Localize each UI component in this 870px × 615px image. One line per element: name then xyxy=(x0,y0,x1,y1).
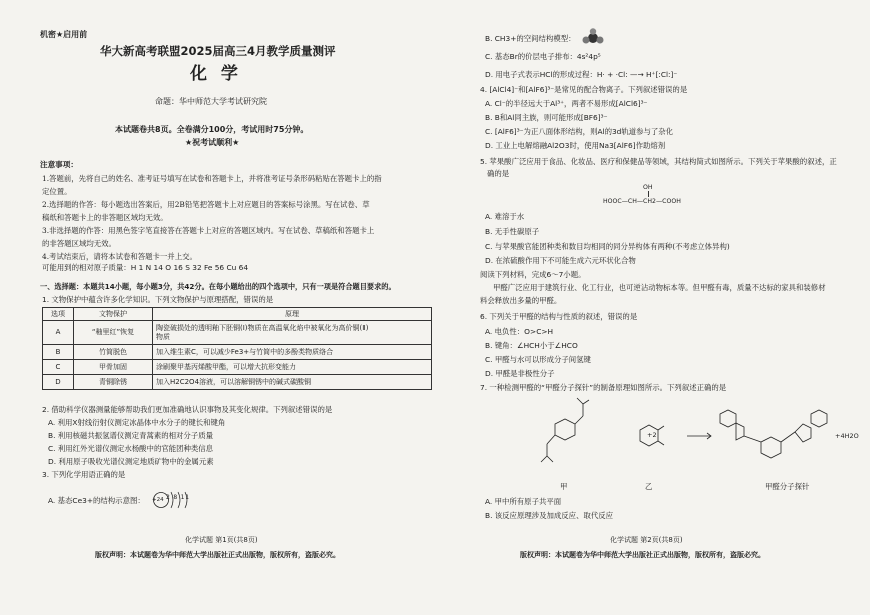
page-2 xyxy=(435,0,870,615)
table-row xyxy=(43,360,432,375)
option: A. 基态Ce3+的结构示意图： xyxy=(48,496,145,505)
option: C. 基态Br的价层电子排布：4s²4p⁵ xyxy=(485,52,601,61)
notice-line: 的非答题区域均无效。 xyxy=(42,239,116,248)
passage-intro: 阅读下列材料，完成6～7小题。 xyxy=(480,270,586,279)
option: B. 该反应原理涉及加成反应、取代反应 xyxy=(485,511,614,520)
option: B. CH3+的空间结构模型： xyxy=(485,34,576,43)
option-cell: A xyxy=(43,321,74,345)
question-1: 1. 文物保护中蕴含许多化学知识。下列文物保护与原理搭配，错误的是 xyxy=(42,295,274,304)
principle-cell: 涂刷聚甲基丙烯酸甲酯，可以增大抗形变能力 xyxy=(153,360,432,375)
wish: ★祝考试顺利★ xyxy=(185,138,240,147)
option: C. 甲醛与水可以形成分子间氢键 xyxy=(485,355,591,364)
electron-shells: 2 8 11 xyxy=(166,494,190,501)
setter: 命题：华中师范大学考试研究院 xyxy=(155,97,267,106)
option-cell: B xyxy=(43,345,74,360)
option: D. 工业上电解熔融Al2O3时，使用Na3[AlF6]作助熔剂 xyxy=(485,141,666,150)
atomic-mass: 可能用到的相对原子质量：H 1 N 14 O 16 S 32 Fe 56 Cu 64 xyxy=(42,263,249,272)
malic-oh: OH xyxy=(643,184,653,191)
question-7: 7. 一种检测甲醛的“甲醛分子探针”的制备原理如图所示。下列叙述正确的是 xyxy=(480,383,727,392)
option: C. 与苹果酸官能团种类和数目均相同的同分异构体有两种(不考虑立体异构) xyxy=(485,242,730,251)
question-4: 4. [AlCl4]⁻和[AlF6]³⁻是常见的配合物离子。下列叙述错误的是 xyxy=(480,85,688,94)
option: A. 甲中所有原子共平面 xyxy=(485,497,562,506)
table-header-row xyxy=(43,308,432,321)
table-header: 文物保护 xyxy=(74,308,153,321)
option-cell: C xyxy=(43,360,74,375)
notice-line: 稿纸和答题卡上的非答题区域均无效。 xyxy=(42,213,168,222)
exam-info: 本试题卷共8页。全卷满分100分，考试用时75分钟。 xyxy=(115,125,309,134)
option: D. 甲醛是非极性分子 xyxy=(485,369,555,378)
protection-cell: 竹简脱色 xyxy=(74,345,153,360)
footer-copyright: 版权声明：本试题卷为华中师范大学出版社正式出版物，版权所有，盗版必究。 xyxy=(520,551,765,559)
subject-title: 化 学 xyxy=(190,64,242,84)
notice-title: 注意事项： xyxy=(40,160,78,169)
option: C. [AlF6]³⁻为正八面体形结构，则Al的3d轨道参与了杂化 xyxy=(485,127,674,136)
option-cell: D xyxy=(43,375,74,390)
protection-cell: “釉里红”恢复 xyxy=(74,321,153,345)
nucleus-charge: +24 xyxy=(152,497,164,503)
passage-line: 料会释放出多量的甲醛。 xyxy=(480,296,562,305)
principle-text: 陶瓷破损处的透明釉下胚铜(Ⅰ)物质在高温氧化焰中被氧化为高价铜(Ⅱ) xyxy=(156,323,369,332)
notice-line: 定位置。 xyxy=(42,187,72,196)
question-6: 6. 下列关于甲醛的结构与性质的叙述，错误的是 xyxy=(480,312,638,321)
protection-cell: 甲骨加固 xyxy=(74,360,153,375)
notice-line: 3.非选择题的作答：用黑色签字笔直接答在答题卡上对应的答题区域内。写在试卷、草稿纸和答题卡上 xyxy=(42,226,375,235)
question-5-cont: 确的是 xyxy=(487,169,510,178)
scheme-plus: +2 xyxy=(647,431,657,439)
question-3: 3. 下列化学用语正确的是 xyxy=(42,470,126,479)
table-row xyxy=(43,345,432,360)
option: B. B和Al同主族，则可能形成[BF6]³⁻ xyxy=(485,113,608,122)
scheme-label-yi: 乙 xyxy=(645,482,653,491)
scheme-product: +4H2O xyxy=(835,432,859,440)
protection-cell: 青铜除锈 xyxy=(74,375,153,390)
table-row xyxy=(43,375,432,390)
malic-formula: HOOC—CH—CH2—COOH xyxy=(603,198,681,205)
table-header: 原理 xyxy=(153,308,432,321)
option: A. 电负性：O>C>H xyxy=(485,327,554,336)
principle-cell: 加入维生素C，可以减少Fe3+与竹简中的多酚类物质络合 xyxy=(153,345,432,360)
option: B. 利用核磁共振氢谱仪测定青蒿素的相对分子质量 xyxy=(48,431,213,440)
notice-line: 2.选择题的作答：每小题选出答案后，用2B铅笔把答题卡上对应题目的答案标号涂黑。写在试卷、草 xyxy=(42,200,370,209)
option: B. 无手性碳原子 xyxy=(485,227,540,236)
exam-title: 华大新高考联盟2025届高三4月教学质量测评 xyxy=(100,44,336,58)
option: C. 利用红外光谱仪测定水杨酸中的官能团种类信息 xyxy=(48,444,214,453)
principle-text-cont: 物质 xyxy=(156,332,170,341)
notice-line: 1.答题前，先将自己的姓名、准考证号填写在试卷和答题卡上，并将准考证号条形码粘贴在答题卡上的指 xyxy=(42,174,382,183)
scheme-label-probe: 甲醛分子探针 xyxy=(765,482,810,491)
option: D. 用电子式表示HCl的形成过程：H· + ·Cl: —→ H⁺[:Cl:]⁻ xyxy=(485,70,678,79)
notice-line: 4.考试结束后，请将本试卷和答题卡一并上交。 xyxy=(42,252,197,261)
principle-cell xyxy=(153,321,432,345)
scheme-label-jia: 甲 xyxy=(560,482,568,491)
reaction-scheme xyxy=(525,392,855,482)
footer-page: 化学试题 第1页(共8页) xyxy=(185,536,258,544)
footer-page: 化学试题 第2页(共8页) xyxy=(610,536,683,544)
section-1-heading: 一、选择题：本题共14小题，每小题3分，共42分。在每小题给出的四个选项中，只有一项是符合题目要求的。 xyxy=(40,282,396,291)
option: D. 在浓硫酸作用下不可能生成六元环状化合物 xyxy=(485,256,636,265)
protection-table xyxy=(42,307,432,390)
option: A. Cl⁻的半径远大于Al³⁺，两者不易形成[AlCl6]³⁻ xyxy=(485,99,648,108)
table-row xyxy=(43,321,432,345)
option: D. 利用原子吸收光谱仪测定地质矿物中的金属元素 xyxy=(48,457,214,466)
question-5: 5. 苹果酸广泛应用于食品、化妆品、医疗和保健品等领域，其结构简式如图所示。下列关于苹果酸的叙述，正 xyxy=(480,157,837,166)
option: B. 键角：∠HCH小于∠HCO xyxy=(485,341,578,350)
secret-label: 机密★启用前 xyxy=(40,30,88,39)
ch3-ball-model xyxy=(578,28,608,46)
option: A. 难溶于水 xyxy=(485,212,525,221)
option: A. 利用X射线衍射仪测定冰晶体中水分子的键长和键角 xyxy=(48,418,226,427)
question-2: 2. 借助科学仪器测量能够帮助我们更加准确地认识事物及其变化规律。下列叙述错误的是 xyxy=(42,405,333,414)
footer-copyright: 版权声明：本试题卷为华中师范大学出版社正式出版物，版权所有，盗版必究。 xyxy=(95,551,340,559)
passage-line: 甲醛广泛应用于建筑行业、化工行业，也可逆沾动物标本等。但甲醛有毒，质量不达标的家具和装修材 xyxy=(493,283,826,292)
principle-cell: 加入H2C2O4溶液，可以溶解铜锈中的碱式碳酸铜 xyxy=(153,375,432,390)
table-header: 选项 xyxy=(43,308,74,321)
